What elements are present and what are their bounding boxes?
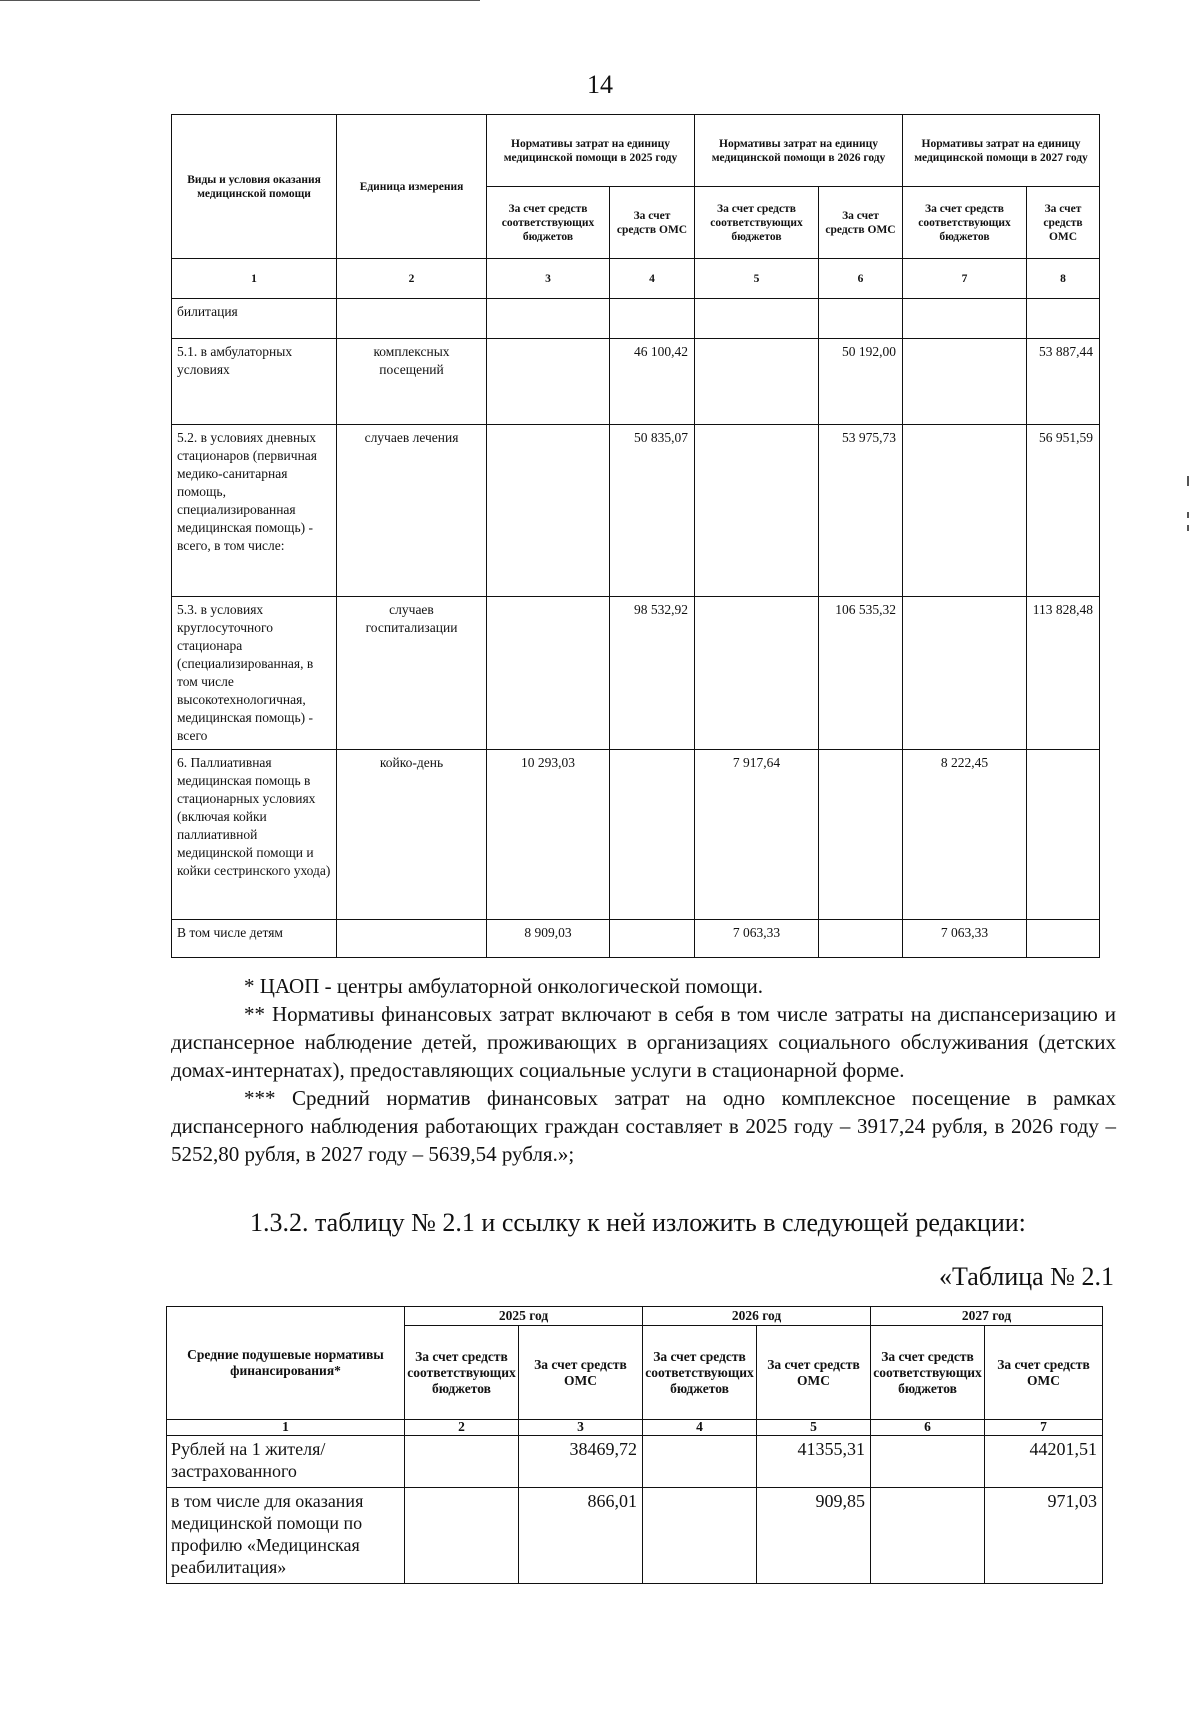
table-cell: 10 293,03 <box>487 750 610 920</box>
column-number: 6 <box>871 1420 985 1436</box>
table-cell <box>610 750 695 920</box>
table-cell: случаев госпитализации <box>337 597 487 750</box>
header-budget-2026: За счет средств соответствующих бюджетов <box>643 1326 757 1420</box>
table-cell <box>819 299 903 339</box>
table-cell: койко-день <box>337 750 487 920</box>
table-cell: 41355,31 <box>757 1436 871 1488</box>
column-number: 3 <box>487 259 610 299</box>
table-cell: 38469,72 <box>519 1436 643 1488</box>
column-number: 5 <box>695 259 819 299</box>
table-cell <box>487 299 610 339</box>
column-number: 8 <box>1027 259 1100 299</box>
table-row <box>172 425 1100 597</box>
column-number: 1 <box>172 259 337 299</box>
scan-edge-mark <box>1187 525 1189 531</box>
header-oms-2026: За счет средств ОМС <box>757 1326 871 1420</box>
table-footnotes <box>171 972 1116 1168</box>
column-number: 4 <box>610 259 695 299</box>
header-year-2026: 2026 год <box>643 1307 871 1326</box>
per-capita-table <box>166 1306 1103 1584</box>
table-cell: 53 975,73 <box>819 425 903 597</box>
table-cell: комплексных посещений <box>337 339 487 425</box>
row-label: билитация <box>172 299 337 339</box>
scan-top-line <box>0 0 480 1</box>
table-cell: 7 917,64 <box>695 750 819 920</box>
table-row <box>172 597 1100 750</box>
table-cell: 56 951,59 <box>1027 425 1100 597</box>
table-row <box>172 750 1100 920</box>
footnote: * ЦАОП - центры амбулаторной онкологической помощи. <box>244 974 763 998</box>
column-number: 4 <box>643 1420 757 1436</box>
column-number: 6 <box>819 259 903 299</box>
header-kinds: Средние подушевые нормативы финансирования* <box>167 1307 405 1420</box>
page-number: 14 <box>587 70 613 99</box>
table-cell: 46 100,42 <box>610 339 695 425</box>
header-norm-2025: Нормативы затрат на единицу медицинской помощи в 2025 году <box>487 115 695 187</box>
table-cell: 7 063,33 <box>903 920 1027 958</box>
table-cell <box>610 299 695 339</box>
table-cell <box>695 597 819 750</box>
footnote: ** Нормативы финансовых затрат включают в себя в том числе затраты на диспансеризацию и диспансерное наблюдение детей, проживающих в организациях социального обслуживания (детских домах-интернатах), предоставляющих социальные услуги в стационарной форме. <box>171 1002 1116 1082</box>
header-budget-2025: За счет средств соответствующих бюджетов <box>405 1326 519 1420</box>
header-oms-2025: За счет средств ОМС <box>610 187 695 259</box>
table-cell <box>487 597 610 750</box>
table-cell: 50 835,07 <box>610 425 695 597</box>
table-cell <box>337 299 487 339</box>
row-label: 5.2. в условиях дневных стационаров (первичная медико-санитарная помощь, специализированная медицинская помощь) - всего, в том числе: <box>172 425 337 597</box>
table-cell <box>871 1488 985 1584</box>
table-cell: 971,03 <box>985 1488 1103 1584</box>
table-cell <box>405 1488 519 1584</box>
table-cell: 106 535,32 <box>819 597 903 750</box>
header-budget-2026: За счет средств соответствующих бюджетов <box>695 187 819 259</box>
norms-table <box>171 114 1100 958</box>
table-cell <box>903 299 1027 339</box>
header-norm-2026: Нормативы затрат на единицу медицинской помощи в 2026 году <box>695 115 903 187</box>
table-cell: случаев лечения <box>337 425 487 597</box>
table-row <box>172 299 1100 339</box>
row-label: Рублей на 1 жителя/застрахованного <box>167 1436 405 1488</box>
table-cell <box>643 1436 757 1488</box>
table-caption: «Таблица № 2.1 <box>938 1262 1114 1291</box>
table-cell <box>695 425 819 597</box>
row-label: 6. Паллиативная медицинская помощь в стационарных условиях (включая койки паллиативной медицинской помощи и койки сестринского ухода) <box>172 750 337 920</box>
footnote: *** Средний норматив финансовых затрат на одно комплексное посещение в рамках диспансерного наблюдения работающих граждан составляет в 2025 году – 3917,24 рубля, в 2026 году – 5252,80 рубля, в 2027 году – 5639,54 рубля.»; <box>171 1086 1116 1166</box>
header-budget-2025: За счет средств соответствующих бюджетов <box>487 187 610 259</box>
table-cell <box>405 1436 519 1488</box>
row-label: 5.3. в условиях круглосуточного стационара (специализированная, в том числе высокотехнологичная, медицинская помощь) - всего <box>172 597 337 750</box>
column-number: 7 <box>985 1420 1103 1436</box>
header-unit: Единица измерения <box>337 115 487 259</box>
header-year-2025: 2025 год <box>405 1307 643 1326</box>
table-row <box>172 920 1100 958</box>
column-number: 7 <box>903 259 1027 299</box>
scan-edge-mark <box>1187 512 1189 518</box>
table-cell <box>643 1488 757 1584</box>
header-oms-2025: За счет средств ОМС <box>519 1326 643 1420</box>
table-cell <box>487 425 610 597</box>
scan-edge-mark <box>1187 476 1189 486</box>
column-number: 2 <box>337 259 487 299</box>
table-cell: 909,85 <box>757 1488 871 1584</box>
table-cell <box>871 1436 985 1488</box>
table-row <box>172 339 1100 425</box>
table-cell <box>819 920 903 958</box>
header-year-2027: 2027 год <box>871 1307 1103 1326</box>
table-cell <box>610 920 695 958</box>
table-cell <box>819 750 903 920</box>
header-oms-2026: За счет средств ОМС <box>819 187 903 259</box>
row-label: В том числе детям <box>172 920 337 958</box>
table-cell: 53 887,44 <box>1027 339 1100 425</box>
table-cell <box>903 597 1027 750</box>
table-cell <box>695 339 819 425</box>
row-label: в том числе для оказания медицинской помощи по профилю «Медицинская реабилитация» <box>167 1488 405 1584</box>
header-budget-2027: За счет средств соответствующих бюджетов <box>903 187 1027 259</box>
table-cell: 8 909,03 <box>487 920 610 958</box>
table-cell <box>903 339 1027 425</box>
row-label: 5.1. в амбулаторных условиях <box>172 339 337 425</box>
table-cell: 50 192,00 <box>819 339 903 425</box>
table-row <box>167 1436 1103 1488</box>
table-cell <box>1027 920 1100 958</box>
column-number: 2 <box>405 1420 519 1436</box>
table-row <box>167 1488 1103 1584</box>
header-kinds: Виды и условия оказания медицинской помощи <box>172 115 337 259</box>
header-norm-2027: Нормативы затрат на единицу медицинской помощи в 2027 году <box>903 115 1100 187</box>
table-cell <box>337 920 487 958</box>
table-cell <box>695 299 819 339</box>
section-heading: 1.3.2. таблицу № 2.1 и ссылку к ней изложить в следующей редакции: <box>250 1208 1026 1237</box>
table-cell <box>487 339 610 425</box>
table-cell <box>1027 750 1100 920</box>
header-oms-2027: За счет средств ОМС <box>1027 187 1100 259</box>
header-budget-2027: За счет средств соответствующих бюджетов <box>871 1326 985 1420</box>
header-oms-2027: За счет средств ОМС <box>985 1326 1103 1420</box>
table-cell: 7 063,33 <box>695 920 819 958</box>
column-number: 5 <box>757 1420 871 1436</box>
table-cell: 44201,51 <box>985 1436 1103 1488</box>
table-cell <box>903 425 1027 597</box>
table-cell: 866,01 <box>519 1488 643 1584</box>
column-number: 1 <box>167 1420 405 1436</box>
table-cell <box>1027 299 1100 339</box>
table-cell: 113 828,48 <box>1027 597 1100 750</box>
column-number: 3 <box>519 1420 643 1436</box>
table-cell: 8 222,45 <box>903 750 1027 920</box>
table-cell: 98 532,92 <box>610 597 695 750</box>
